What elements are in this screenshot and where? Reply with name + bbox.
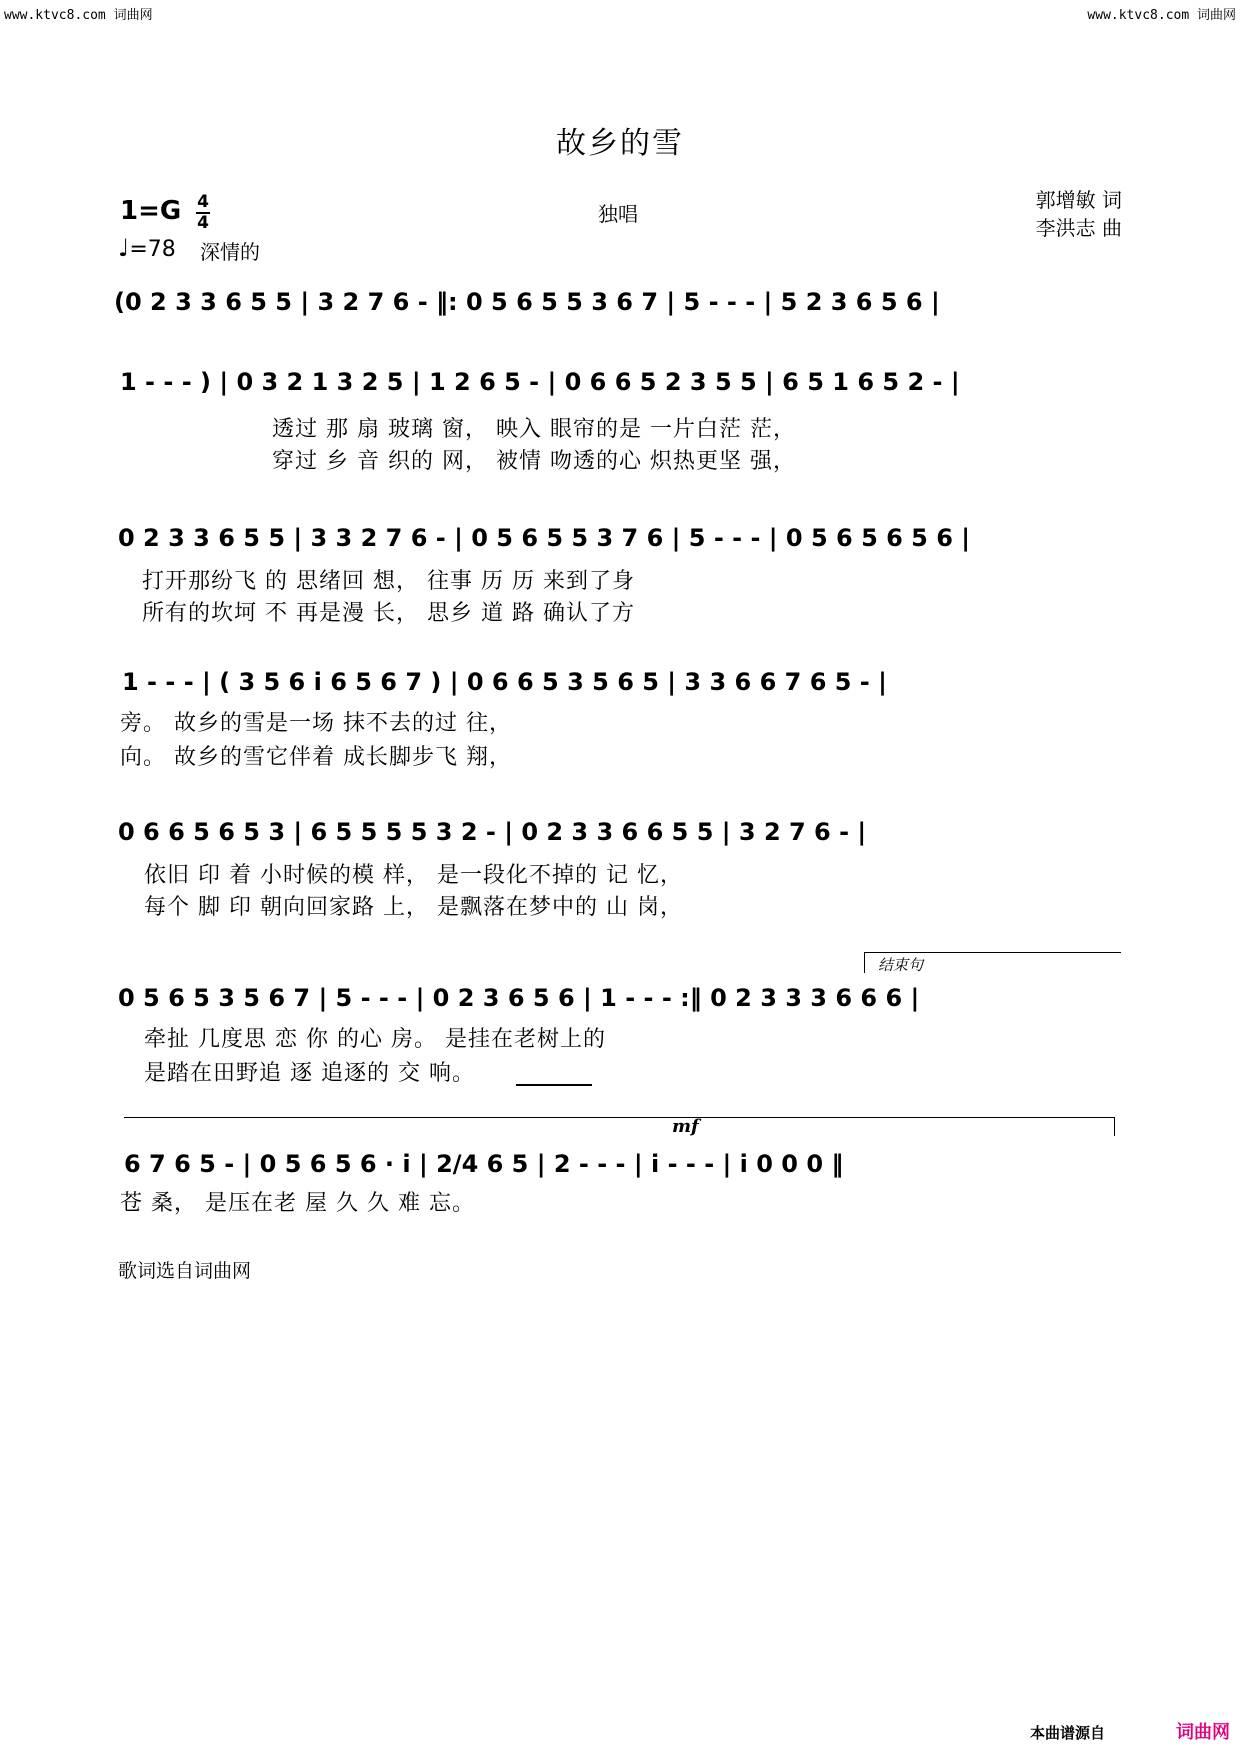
quarter-note-icon: ♩ [118, 234, 130, 262]
lyrics-row-7: 苍 桑， 是压在老 屋 久 久 难 忘。 [120, 1191, 475, 1216]
notation-row-1: (0 2 3 3 6 5 5 | 3 2 7 6 - ‖: 0 5 6 5 5 3 6 7 | 5 - - - | 5 2 3 6 5 6 | [114, 288, 940, 316]
tempo-marking: ♩=78 [118, 234, 176, 262]
lyrics-row-5-verse-1: 依旧 印 着 小时候的模 样， 是一段化不掉的 记 忆， [144, 863, 683, 888]
lyric-underline [516, 1084, 592, 1086]
notation-row-7: 6 7 6 5 - | 0 5 6 5 6 · i | 2/4 6 5 | 2 - - - | i - - - | i 0 0 0 ‖ [124, 1150, 844, 1178]
lyrics-row-4-verse-2: 向。 故乡的雪它伴着 成长脚步飞 翔， [120, 745, 512, 770]
expression-marking: 深情的 [200, 240, 260, 264]
lyrics-row-2-verse-1: 透过 那 扇 玻璃 窗， 映入 眼帘的是 一片白茫 茫， [272, 417, 796, 442]
time-signature: 4 4 [197, 192, 209, 233]
coda-bracket [124, 1117, 1115, 1136]
lyricist-credit: 郭增敏 词 [1035, 188, 1122, 212]
key-signature: 1=G [120, 196, 182, 226]
score-source-label: 本曲谱源自 [1030, 1724, 1106, 1742]
notation-row-6: 0 5 6 5 3 5 6 7 | 5 - - - | 0 2 3 6 5 6 | 1 - - - :‖ 0 2 3 3 3 6 6 6 | [118, 984, 920, 1012]
notation-row-5: 0 6 6 5 6 5 3 | 6 5 5 5 5 3 2 - | 0 2 3 3 6 6 5 5 | 3 2 7 6 - | [118, 818, 867, 846]
lyrics-row-4-verse-1: 旁。 故乡的雪是一场 抹不去的过 往， [120, 711, 512, 736]
dynamic-marking: mf [672, 1116, 699, 1137]
composer-credit: 李洪志 曲 [1035, 216, 1122, 240]
notation-row-3: 0 2 3 3 6 5 5 | 3 3 2 7 6 - | 0 5 6 5 5 3 7 6 | 5 - - - | 0 5 6 5 6 5 6 | [118, 524, 971, 552]
lyrics-row-3-verse-1: 打开那纷飞 的 思绪回 想， 往事 历 历 来到了身 [142, 569, 635, 594]
lyrics-row-6-verse-2: 是踏在田野追 逐 追逐的 交 响。 [144, 1061, 475, 1086]
ending-label: 结束句 [878, 956, 924, 974]
notation-row-2: 1 - - - ) | 0 3 2 1 3 2 5 | 1 2 6 5 - | 0 6 6 5 2 3 5 5 | 6 5 1 6 5 2 - | [120, 368, 960, 396]
lyrics-row-5-verse-2: 每个 脚 印 朝向回家路 上， 是飘落在梦中的 山 岗， [144, 895, 683, 920]
lyrics-row-6-verse-1: 牵扯 几度思 恋 你 的心 房。 是挂在老树上的 [144, 1027, 606, 1052]
voice-type: 独唱 [598, 202, 638, 226]
watermark-left: www.ktvc8.com 词曲网 [4, 8, 153, 23]
lyrics-row-2-verse-2: 穿过 乡 音 织的 网， 被情 吻透的心 炽热更坚 强， [272, 449, 796, 474]
lyrics-source-note: 歌词选自词曲网 [118, 1260, 252, 1282]
notation-row-4: 1 - - - | ( 3 5 6 i 6 5 6 7 ) | 0 6 6 5 3 5 6 5 | 3 3 6 6 7 6 5 - | [122, 668, 887, 696]
watermark-right: www.ktvc8.com 词曲网 [1087, 8, 1236, 23]
score-source-brand: 词曲网 [1176, 1722, 1230, 1743]
song-title: 故乡的雪 [556, 126, 684, 161]
lyrics-row-3-verse-2: 所有的坎坷 不 再是漫 长， 思乡 道 路 确认了方 [142, 601, 635, 626]
